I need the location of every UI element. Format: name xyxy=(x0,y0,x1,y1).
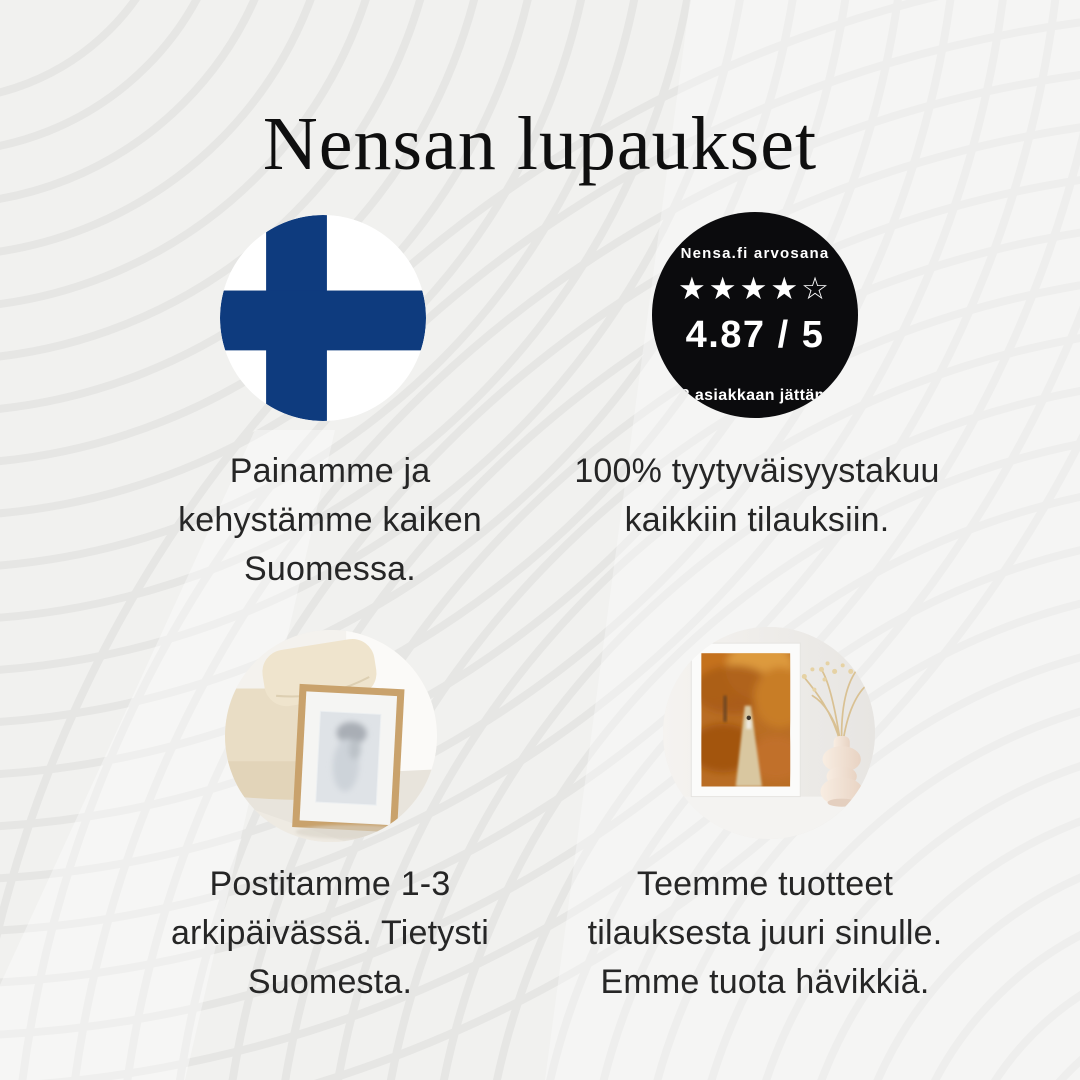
white-picture-frame xyxy=(683,639,806,796)
sample-photo-framed-portrait xyxy=(225,630,437,842)
caption-line: arkipäivässä. Tietysti xyxy=(170,914,490,952)
promise-caption-print-in-finland xyxy=(80,447,580,594)
caption-line: tilauksesta juuri sinulle. xyxy=(587,914,943,952)
caption-line: Teemme tuotteet xyxy=(636,865,894,903)
star-rating-icons: ★★★★☆ xyxy=(678,271,832,307)
caption-line: Suomessa. xyxy=(244,550,416,588)
caption-line: kehystämme kaiken xyxy=(178,501,482,539)
rating-badge-label: Nensa.fi arvosana xyxy=(680,245,830,262)
finland-flag-svg xyxy=(220,215,426,421)
autumn-print-illustration xyxy=(663,627,875,839)
finland-flag-icon xyxy=(220,215,426,421)
rating-review-count: 768 asiakkaan jättämää xyxy=(662,387,848,404)
framed-portrait-illustration xyxy=(225,630,437,842)
caption-line: 100% tyytyväisyystakuu xyxy=(574,452,940,490)
rating-badge xyxy=(652,212,858,418)
caption-line: Painamme ja xyxy=(229,452,431,490)
page-title: Nensan lupaukset xyxy=(262,101,818,186)
promise-caption-satisfaction-guarantee xyxy=(507,447,1007,545)
caption-line: kaikkiin tilauksiin. xyxy=(624,501,890,539)
caption-line: Postitamme 1-3 xyxy=(209,865,451,903)
wooden-picture-frame xyxy=(292,684,404,833)
autumn-artwork xyxy=(683,639,806,786)
caption-line: Suomesta. xyxy=(247,963,413,1001)
flag-cross-horizontal xyxy=(220,291,426,351)
promise-caption-made-to-order xyxy=(515,860,1015,1007)
caption-line: Emme tuota hävikkiä. xyxy=(600,963,930,1001)
promise-caption-fast-shipping xyxy=(80,860,580,1007)
rating-score: 4.87 / 5 xyxy=(685,314,825,356)
sample-photo-autumn-print xyxy=(663,627,875,839)
walking-person xyxy=(746,720,751,729)
background-arc xyxy=(0,0,180,100)
